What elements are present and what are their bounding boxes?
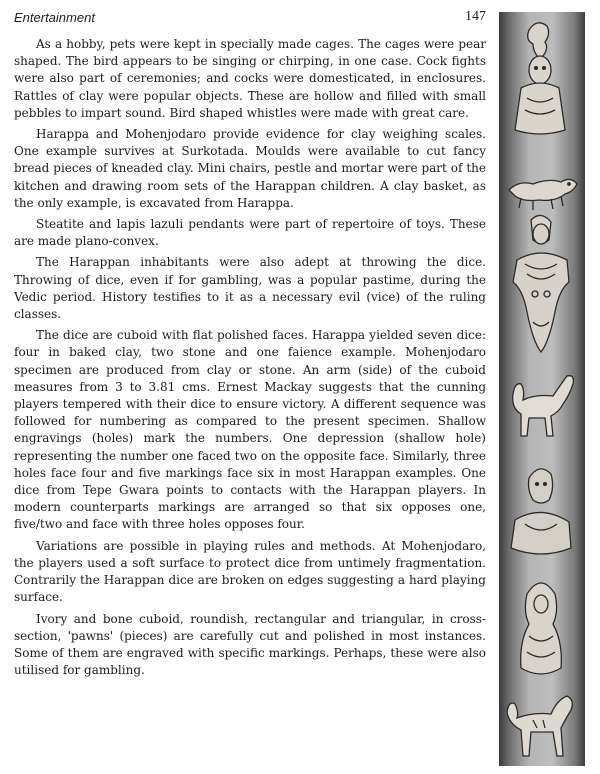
paragraph: The dice are cuboid with flat polished faces. Harappa yielded seven dice: four in baked clay, two stone and one faience example. Mohenjodaro specimen are produced from clay or stone. An arm (side) of the cuboid measures from 3 to 3.81 cms. Ernest Mackay suggests that the cunning players tempered with their dice to ensure victory. A different sequence was followed for numbering as compared to the present specimen. Shallow engravings (holes) mark the numbers. One depression (shallow hole) representing the number one faced two on the opposite face. Similarly, three holes face four and five markings face six in most Harappan examples. One dice from Tepe Gwara points to contacts with the Harappan players. In modern counterparts markings are arranged so that six opposes one, five/two and face with three holes opposes four. bbox=[14, 328, 486, 532]
page-header bbox=[14, 8, 486, 28]
paragraph: As a hobby, pets were kept in specially made cages. The cages were pear shaped. The bird appears to be singing or chirping, in one case. Cock fights were also part of ceremonies; and cocks were domesticated, in enclosures. Rattles of clay were popular objects. These are hollow and filled with small pebbles to impart sound. Bird shaped whistles were made with great care. bbox=[14, 37, 486, 120]
figurine-bust-illustration bbox=[511, 469, 571, 554]
figurine-illustration-strip bbox=[499, 12, 585, 766]
paragraph: Variations are possible in playing rules and methods. At Mohenjodaro, the players used a soft surface to protect dice from untimely fragmentation. Contrarily the Harappan dice are broken on edges suggesting a hard playing surface. bbox=[14, 538, 486, 605]
running-title: Entertainment bbox=[14, 10, 95, 25]
female-figurine-illustration bbox=[521, 583, 562, 674]
page-number: 147 bbox=[465, 9, 486, 24]
paragraph: Steatite and lapis lazuli pendants were part of repertoire of toys. These are made plano-convex. bbox=[14, 217, 486, 249]
paragraph: The Harappan inhabitants were also adept at throwing the dice. Throwing of dice, even if for gambling, was a popular pastime, during the Vedic period. History testifies to it as a necessary evil (vice) of the ruling classes. bbox=[14, 255, 486, 322]
female-figurine-illustration bbox=[513, 215, 569, 352]
animal-figurine-illustration bbox=[509, 179, 577, 210]
paragraph: Harappa and Mohenjodaro provide evidence for clay weighing scales. One example survives at Surkotada. Moulds were available to cut fancy bread pieces of kneaded clay. Mini chairs, pestle and mortar were part of the kitchen and drawing room sets of the Harappan children. A clay basket, as the only example, is excavated from Harappa. bbox=[14, 127, 486, 210]
animal-figurine-illustration bbox=[507, 696, 572, 756]
figurine-bust-illustration bbox=[515, 23, 565, 134]
animal-figurine-illustration bbox=[513, 376, 574, 436]
body-text bbox=[14, 36, 486, 683]
paragraph: Ivory and bone cuboid, roundish, rectangular and triangular, in cross-section, 'pawns' (pieces) are carefully cut and polished in most instances. Some of them are engraved with specific markings. Perhaps, these were also utilised for gambling. bbox=[14, 611, 486, 678]
